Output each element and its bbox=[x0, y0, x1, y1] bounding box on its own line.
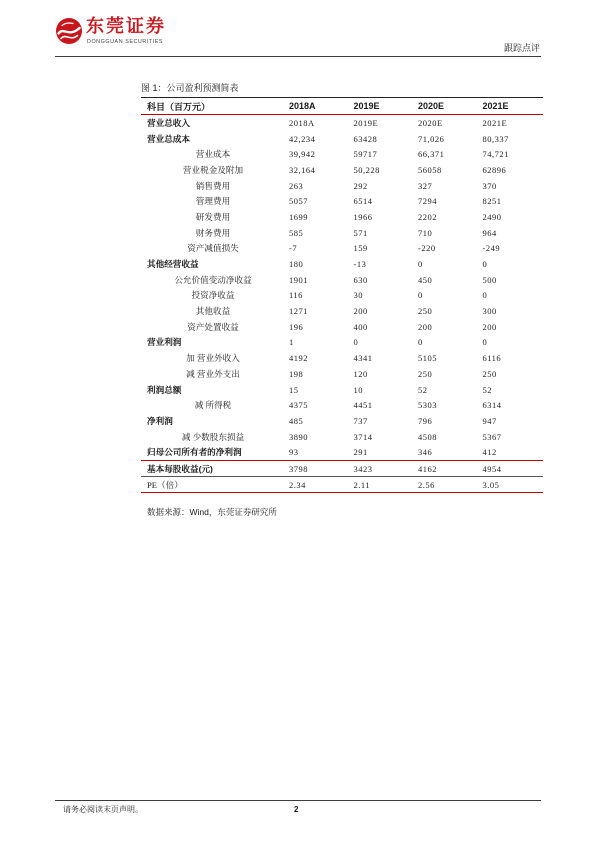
table-row bbox=[141, 256, 543, 272]
table-summary bbox=[141, 460, 543, 493]
cell-2019e: 292 bbox=[353, 180, 368, 191]
cell-2021e: 370 bbox=[482, 180, 497, 191]
row-label: 营业利润 bbox=[147, 337, 182, 348]
table-row bbox=[141, 303, 543, 319]
row-label: 净利润 bbox=[147, 415, 173, 426]
row-label: 减 少数股东损益 bbox=[181, 431, 245, 442]
row-label: 营业总成本 bbox=[147, 133, 190, 144]
cell-2020e: 4162 bbox=[418, 463, 437, 474]
cell-2019e: 200 bbox=[353, 306, 368, 317]
row-label: 投资净收益 bbox=[191, 290, 235, 301]
cell-2018a: 485 bbox=[289, 415, 304, 426]
dongguan-securities-logo-icon bbox=[55, 17, 83, 45]
cell-2019e: 4341 bbox=[353, 353, 373, 364]
cell-2019e: 630 bbox=[353, 274, 368, 285]
cell-2020e: 346 bbox=[418, 447, 433, 458]
row-label: 加 营业外收入 bbox=[186, 353, 240, 364]
cell-2019e: 4451 bbox=[353, 400, 373, 411]
table-row bbox=[141, 272, 543, 288]
cell-2021e: 0 bbox=[482, 259, 488, 270]
cell-2019e: 10 bbox=[353, 384, 363, 395]
row-label: PE（倍） bbox=[147, 479, 183, 490]
row-label: 研发费用 bbox=[195, 211, 231, 222]
table-row bbox=[141, 350, 543, 366]
cell-2021e: 412 bbox=[482, 447, 497, 458]
cell-2020e: 7294 bbox=[418, 196, 437, 207]
table-row bbox=[141, 366, 543, 382]
cell-2018a: 263 bbox=[289, 180, 304, 191]
report-type-label: 跟踪点评 bbox=[503, 43, 540, 53]
cell-2018a: 198 bbox=[289, 368, 304, 379]
cell-2018a: 2018A bbox=[289, 117, 315, 128]
cell-2018a: 32,164 bbox=[289, 164, 316, 175]
table-row bbox=[141, 146, 543, 162]
cell-2020e: 0 bbox=[418, 290, 423, 301]
cell-2019e: 291 bbox=[353, 447, 368, 458]
row-label: 其他收益 bbox=[195, 306, 231, 317]
figure-title: 图 1：公司盈利预测简表 bbox=[141, 83, 239, 93]
table-row bbox=[141, 413, 543, 429]
cell-2019e: 2.11 bbox=[353, 479, 371, 490]
cell-2021e: 300 bbox=[482, 306, 497, 317]
cell-2019e: 30 bbox=[353, 290, 363, 301]
row-label: 管理费用 bbox=[195, 196, 231, 207]
cell-2019e: 571 bbox=[353, 227, 368, 238]
cell-2021e: 0 bbox=[482, 290, 488, 301]
cell-2018a: 1901 bbox=[289, 274, 308, 285]
cell-2021e: -249 bbox=[482, 243, 501, 254]
cell-2018a: 15 bbox=[289, 384, 299, 395]
cell-2018a: 39,942 bbox=[289, 149, 316, 160]
column-header-2018a: 2018A bbox=[289, 101, 316, 111]
row-label: 资产处置收益 bbox=[187, 321, 239, 332]
cell-2019e: 59717 bbox=[353, 149, 378, 160]
cell-2018a: 116 bbox=[289, 290, 303, 301]
table-row bbox=[141, 461, 543, 477]
table-row bbox=[141, 319, 543, 335]
row-label: 资产减值损失 bbox=[187, 243, 239, 254]
table-header-row bbox=[141, 98, 543, 115]
cell-2021e: 947 bbox=[482, 415, 497, 426]
cell-2019e: 737 bbox=[353, 415, 368, 426]
column-header-2019e: 2019E bbox=[353, 101, 380, 111]
cell-2018a: 585 bbox=[289, 227, 304, 238]
cell-2018a: 4375 bbox=[289, 400, 308, 411]
cell-2018a: 3798 bbox=[289, 463, 308, 474]
row-label: 归母公司所有者的净利润 bbox=[147, 447, 242, 458]
row-label: 营业税金及附加 bbox=[182, 164, 244, 175]
table-row bbox=[141, 397, 543, 413]
cell-2018a: 42,234 bbox=[289, 133, 316, 144]
page-number: 2 bbox=[294, 805, 299, 814]
table-row bbox=[141, 162, 543, 178]
cell-2018a: 180 bbox=[289, 259, 304, 270]
table-row bbox=[141, 193, 543, 209]
cell-2020e: 52 bbox=[418, 384, 428, 395]
cell-2020e: 71,026 bbox=[418, 133, 445, 144]
row-label: 公允价值变动净收益 bbox=[174, 274, 252, 285]
cell-2020e: 56058 bbox=[418, 164, 442, 175]
cell-2018a: 1271 bbox=[289, 306, 308, 317]
cell-2021e: 8251 bbox=[482, 196, 502, 207]
row-label: 基本每股收益(元) bbox=[147, 463, 213, 474]
row-label: 其他经营收益 bbox=[147, 259, 199, 270]
table-row bbox=[141, 335, 543, 351]
cell-2021e: 62896 bbox=[482, 164, 507, 175]
cell-2019e: 3423 bbox=[353, 463, 373, 474]
cell-2021e: 4954 bbox=[482, 463, 502, 474]
table-row bbox=[141, 209, 543, 225]
cell-2020e: 710 bbox=[418, 227, 433, 238]
data-source-note: 数据来源：Wind，东莞证券研究所 bbox=[147, 507, 277, 517]
cell-2018a: 196 bbox=[289, 321, 304, 332]
row-label: 营业成本 bbox=[195, 149, 231, 160]
row-label: 利润总额 bbox=[147, 384, 182, 395]
cell-2019e: 6514 bbox=[353, 196, 373, 207]
cell-2018a: -7 bbox=[289, 243, 298, 254]
table-body bbox=[141, 115, 543, 460]
table-row bbox=[141, 288, 543, 304]
cell-2020e: 327 bbox=[418, 180, 433, 191]
column-header-2020e: 2020E bbox=[418, 101, 445, 111]
cell-2020e: 796 bbox=[418, 415, 433, 426]
cell-2020e: 2.56 bbox=[418, 479, 435, 490]
cell-2021e: 52 bbox=[482, 384, 492, 395]
cell-2019e: 0 bbox=[353, 337, 359, 348]
cell-2019e: 159 bbox=[353, 243, 368, 254]
cell-2020e: 66,371 bbox=[418, 149, 445, 160]
cell-2020e: 2202 bbox=[418, 211, 437, 222]
profit-forecast-table bbox=[141, 97, 543, 493]
cell-2021e: 250 bbox=[482, 368, 497, 379]
cell-2021e: 74,721 bbox=[482, 149, 509, 160]
cell-2019e: 63428 bbox=[353, 133, 378, 144]
cell-2021e: 80,337 bbox=[482, 133, 509, 144]
logo-name-en: DONGGUAN SECURITIES bbox=[87, 39, 164, 45]
cell-2020e: 2020E bbox=[418, 117, 443, 128]
cell-2020e: 200 bbox=[418, 321, 433, 332]
cell-2019e: 50,228 bbox=[353, 164, 380, 175]
row-label: 减 营业外支出 bbox=[186, 368, 240, 379]
cell-2019e: 2019E bbox=[353, 117, 379, 128]
cell-2018a: 5057 bbox=[289, 196, 308, 207]
cell-2020e: 250 bbox=[418, 306, 433, 317]
row-label: 财务费用 bbox=[195, 227, 231, 238]
row-label: 减 所得税 bbox=[194, 400, 232, 411]
cell-2019e: 3714 bbox=[353, 431, 373, 442]
cell-2018a: 1 bbox=[289, 337, 294, 348]
table-row bbox=[141, 115, 543, 131]
cell-2021e: 2021E bbox=[482, 117, 508, 128]
table-row bbox=[141, 429, 543, 445]
cell-2020e: 0 bbox=[418, 337, 423, 348]
cell-2019e: 400 bbox=[353, 321, 368, 332]
cell-2020e: 5303 bbox=[418, 400, 437, 411]
cell-2018a: 1699 bbox=[289, 211, 308, 222]
cell-2018a: 93 bbox=[289, 447, 299, 458]
footer-divider bbox=[55, 800, 541, 801]
cell-2019e: 120 bbox=[353, 368, 368, 379]
cell-2020e: 0 bbox=[418, 259, 423, 270]
column-header-item: 科目（百万元） bbox=[147, 101, 211, 112]
cell-2018a: 2.34 bbox=[289, 479, 306, 490]
cell-2021e: 964 bbox=[482, 227, 497, 238]
cell-2018a: 4192 bbox=[289, 353, 308, 364]
cell-2020e: 250 bbox=[418, 368, 433, 379]
company-logo bbox=[55, 16, 173, 48]
table-row bbox=[141, 241, 543, 257]
cell-2021e: 3.05 bbox=[482, 479, 500, 490]
cell-2019e: -13 bbox=[353, 259, 367, 270]
cell-2021e: 500 bbox=[482, 274, 497, 285]
table-row bbox=[141, 444, 543, 460]
cell-2020e: 450 bbox=[418, 274, 433, 285]
logo-name-cn: 东莞证券 bbox=[86, 16, 166, 36]
table-row bbox=[141, 477, 543, 493]
column-header-2021e: 2021E bbox=[482, 101, 509, 111]
table-row bbox=[141, 225, 543, 241]
cell-2021e: 200 bbox=[482, 321, 497, 332]
cell-2018a: 3890 bbox=[289, 431, 308, 442]
cell-2021e: 2490 bbox=[482, 211, 502, 222]
row-label: 销售费用 bbox=[195, 180, 231, 191]
cell-2020e: -220 bbox=[418, 243, 436, 254]
cell-2020e: 5105 bbox=[418, 353, 437, 364]
cell-2021e: 6314 bbox=[482, 400, 502, 411]
cell-2021e: 0 bbox=[482, 337, 488, 348]
table-row bbox=[141, 131, 543, 147]
cell-2021e: 5367 bbox=[482, 431, 502, 442]
cell-2021e: 6116 bbox=[482, 353, 502, 364]
footer-disclaimer: 请务必阅读末页声明。 bbox=[63, 805, 143, 814]
cell-2019e: 1966 bbox=[353, 211, 373, 222]
cell-2020e: 4508 bbox=[418, 431, 437, 442]
header-divider bbox=[55, 56, 541, 57]
table-row bbox=[141, 382, 543, 398]
row-label: 营业总收入 bbox=[147, 117, 190, 128]
table-row bbox=[141, 178, 543, 194]
